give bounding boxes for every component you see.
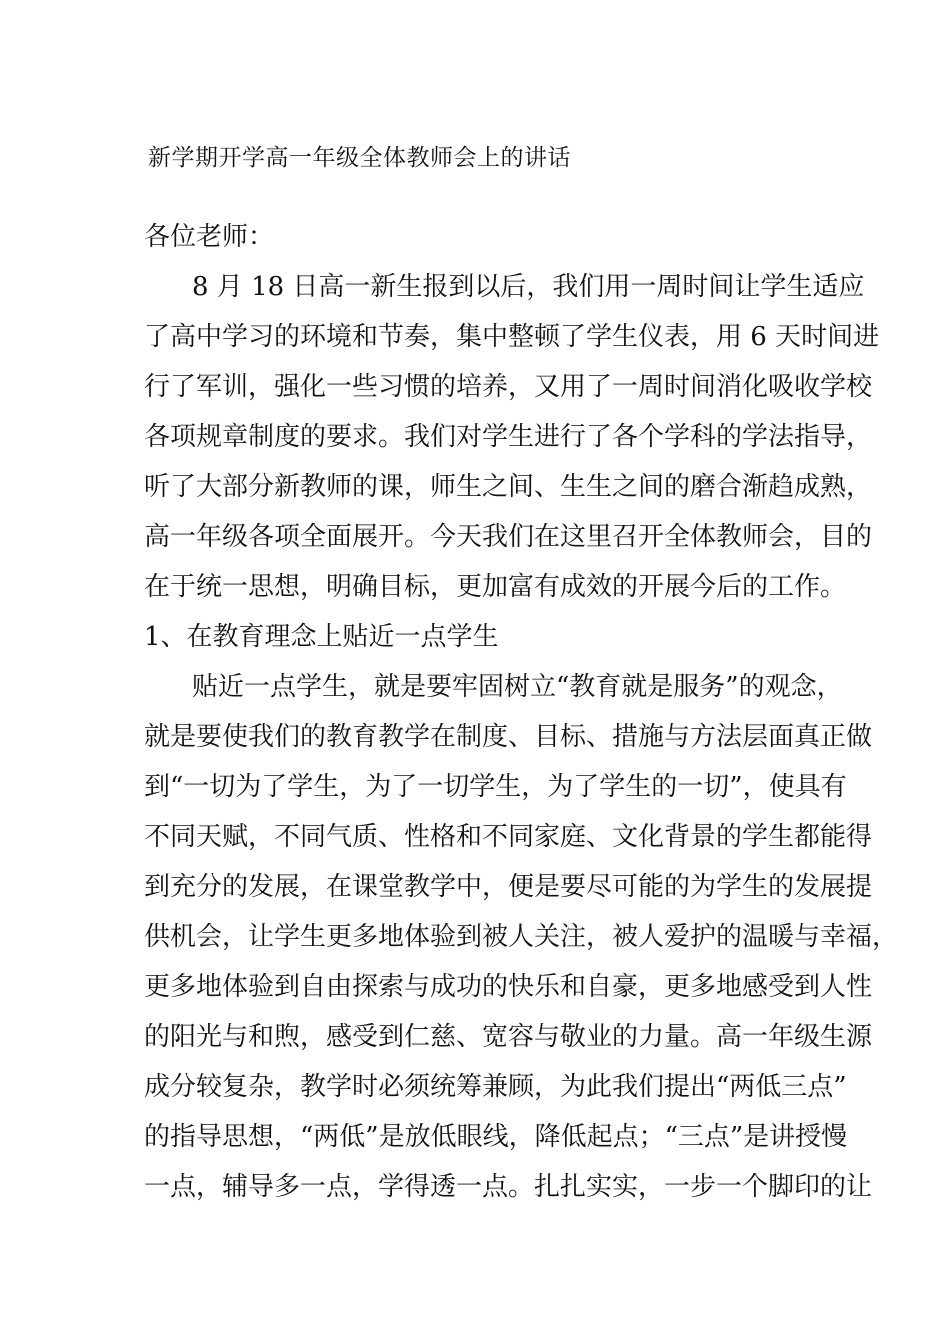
paragraph-line: 在于统一思想，明确目标，更加富有成效的开展今后的工作。 [144, 572, 847, 602]
paragraph-line: 一点，辅导多一点，学得透一点。扎扎实实，一步一个脚印的让 [144, 1172, 873, 1202]
paragraph-line: 行了军训，强化一些习惯的培养，又用了一周时间消化吸收学校 [144, 372, 873, 402]
paragraph-line: 成分较复杂，教学时必须统筹兼顾，为此我们提出“两低三点” [144, 1072, 847, 1102]
paragraph-line: 不同天赋，不同气质、性格和不同家庭、文化背景的学生都能得 [144, 822, 873, 852]
paragraph-line: 的指导思想，“两低”是放低眼线，降低起点；“三点”是讲授慢 [144, 1122, 848, 1152]
document-title: 新学期开学高一年级全体教师会上的讲话 [148, 145, 571, 171]
document-body [144, 212, 899, 1212]
paragraph-line: 了高中学习的环境和节奏，集中整顿了学生仪表，用 6 天时间进 [144, 322, 880, 352]
paragraph-line: 的阳光与和煦，感受到仁慈、宽容与敬业的力量。高一年级生源 [144, 1022, 873, 1052]
paragraph-line: 各项规章制度的要求。我们对学生进行了各个学科的学法指导， [144, 422, 873, 452]
paragraph-line: 8 月 18 日高一新生报到以后，我们用一周时间让学生适应 [192, 272, 865, 302]
section-heading: 1、在教育理念上贴近一点学生 [144, 622, 499, 652]
paragraph-line: 贴近一点学生，就是要牢固树立“教育就是服务”的观念， [192, 672, 843, 702]
paragraph-line: 听了大部分新教师的课，师生之间、生生之间的磨合渐趋成熟， [144, 472, 873, 502]
paragraph-line: 供机会，让学生更多地体验到被人关注，被人爱护的温暖与幸福， [144, 922, 899, 952]
paragraph-line: 到“一切为了学生，为了一切学生，为了学生的一切”，使具有 [144, 772, 847, 802]
salutation: 各位老师： [144, 222, 275, 252]
paragraph-line: 高一年级各项全面展开。今天我们在这里召开全体教师会，目的 [144, 522, 873, 552]
paragraph-line: 到充分的发展，在课堂教学中，便是要尽可能的为学生的发展提 [144, 872, 873, 902]
paragraph-line: 就是要使我们的教育教学在制度、目标、措施与方法层面真正做 [144, 722, 873, 752]
paragraph-line: 更多地体验到自由探索与成功的快乐和自豪，更多地感受到人性 [144, 972, 873, 1002]
